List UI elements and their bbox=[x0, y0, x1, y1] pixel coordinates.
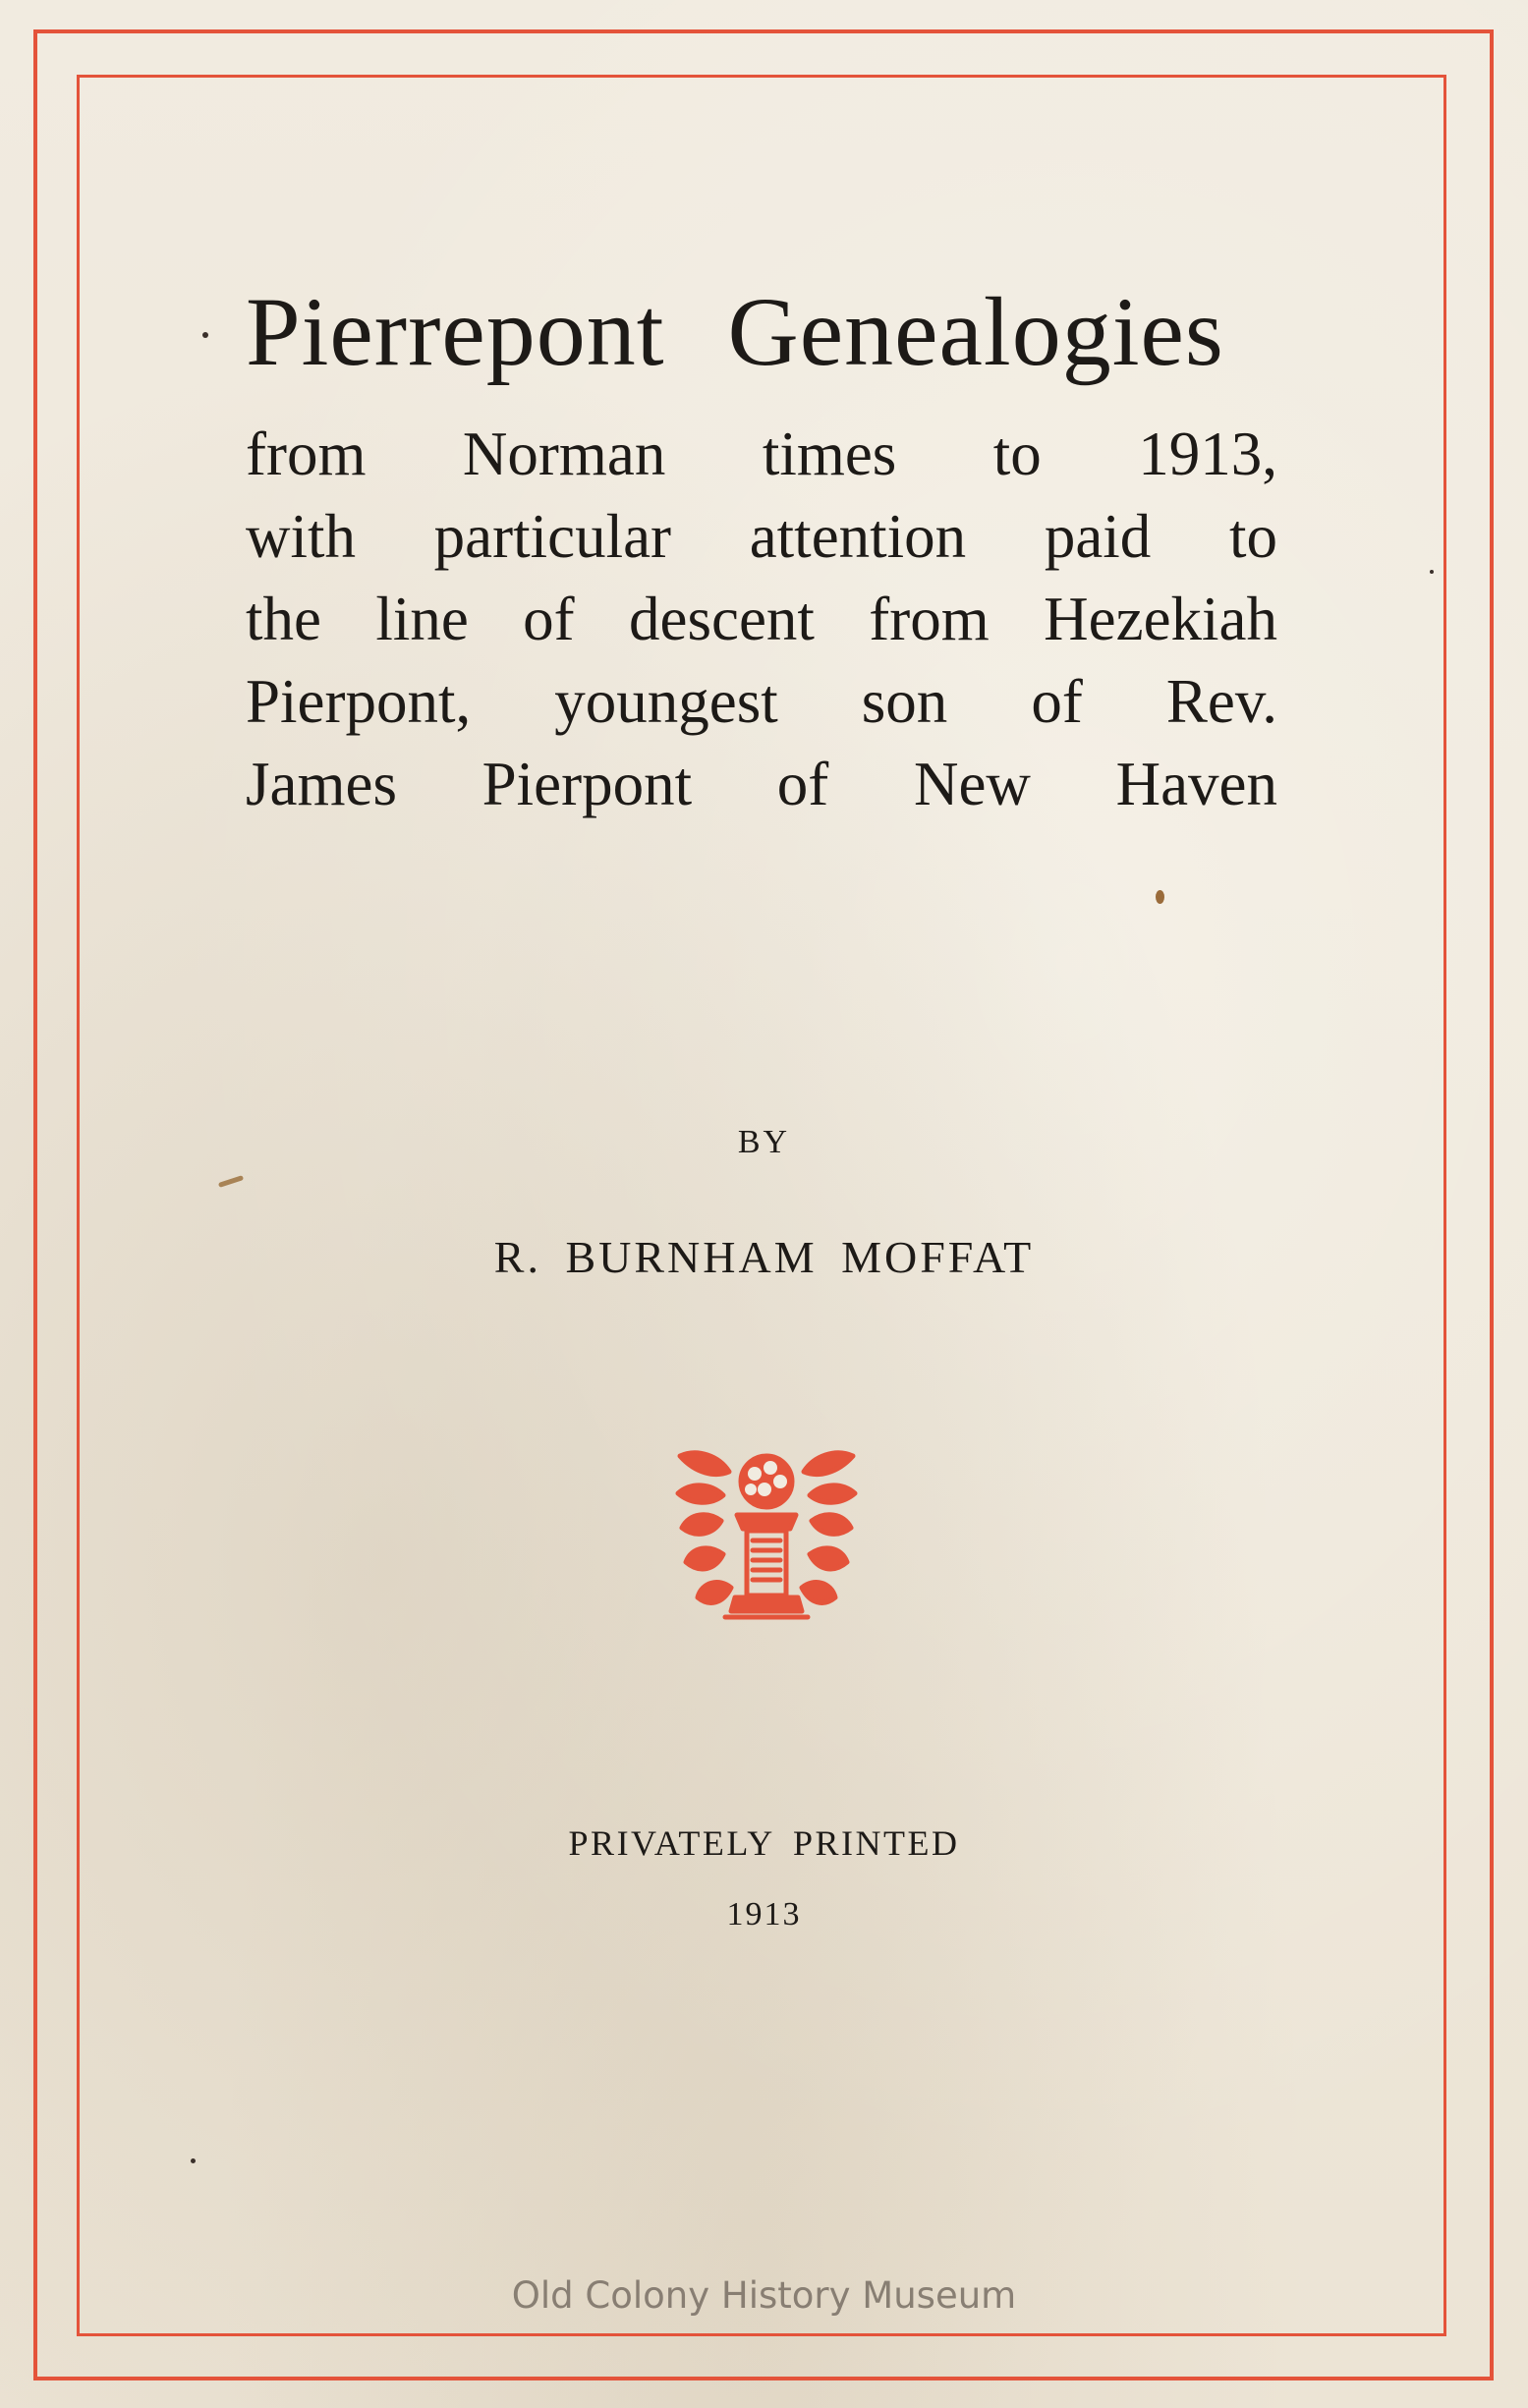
paper-speck bbox=[1156, 890, 1164, 904]
subtitle-line: Pierpont, youngest son of Rev. bbox=[246, 667, 1277, 736]
book-title: Pierrepont Genealogies bbox=[246, 277, 1224, 386]
subtitle-line: from Norman times to 1913, bbox=[246, 420, 1277, 488]
imprint-line: PRIVATELY PRINTED bbox=[568, 1823, 960, 1863]
publication-year: 1913 bbox=[726, 1896, 802, 1932]
watermark: Old Colony History Museum bbox=[511, 2274, 1017, 2317]
by-label: BY bbox=[737, 1124, 791, 1160]
book-subtitle bbox=[246, 413, 1277, 825]
paper-speck bbox=[1430, 570, 1434, 574]
paper-speck bbox=[191, 2158, 196, 2163]
subtitle-line: James Pierpont of New Haven bbox=[246, 750, 1277, 818]
subtitle-line: with particular attention paid to bbox=[246, 502, 1277, 571]
paper-speck bbox=[202, 332, 208, 338]
author-name: R. BURNHAM MOFFAT bbox=[493, 1232, 1035, 1282]
subtitle-line: the line of descent from Hezekiah bbox=[246, 585, 1277, 653]
flower-vase-printers-mark-icon bbox=[668, 1434, 865, 1631]
